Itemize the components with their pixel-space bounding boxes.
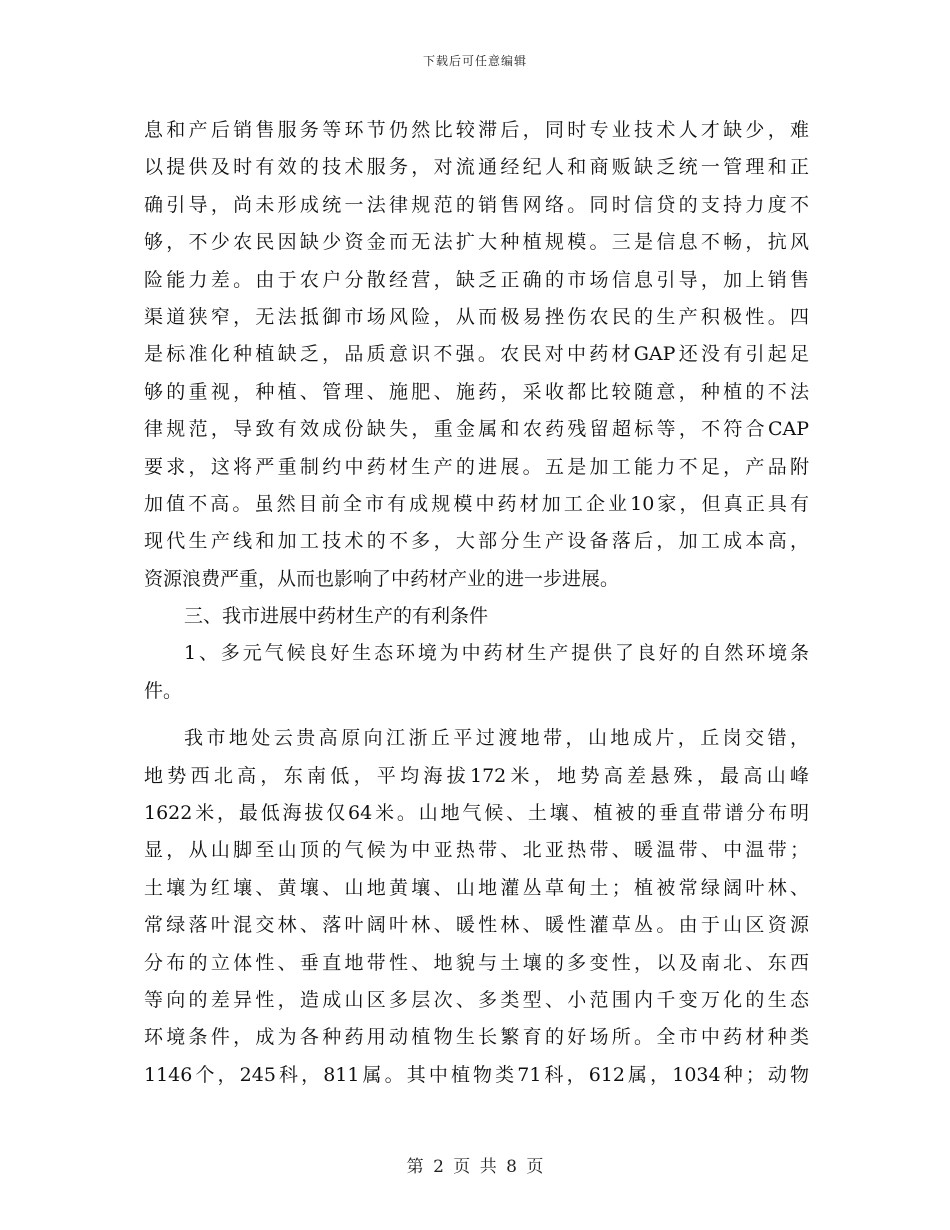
text-line: 我市地处云贵高原向江浙丘平过渡地带，山地成片，丘岗交错，	[184, 727, 809, 750]
text-line: 确引导，尚未形成统一法律规范的销售网络。同时信贷的支持力度不	[144, 193, 809, 216]
text-line: 显，从山脚至山顶的气候为中亚热带、北亚热带、暖温带、中温带；	[144, 839, 809, 862]
text-line: 常绿落叶混交林、落叶阔叶林、暖性林、暖性灌草丛。由于山区资源	[144, 914, 809, 937]
text-line: 现代生产线和加工技术的不多，大部分生产设备落后，加工成本高，	[144, 530, 809, 553]
text-line: 件。	[144, 679, 183, 702]
section-heading: 三、我市进展中药材生产的有利条件	[184, 605, 489, 628]
paragraph-continuation	[144, 112, 809, 598]
subheading	[144, 635, 809, 710]
text-line: 分布的立体性、垂直地带性、地貌与土壤的多变性，以及南北、东西	[144, 951, 809, 974]
document-body	[144, 112, 809, 1094]
text-line: 1146个，245科，811属。其中植物类71科，612属，1034种；动物	[144, 1063, 809, 1086]
text-line: 够的重视，种植、管理、施肥、施药，采收都比较随意，种植的不法	[144, 380, 809, 403]
text-line: 险能力差。由于农户分散经营，缺乏正确的市场信息引导，加上销售	[144, 268, 809, 291]
text-line: 1、多元气候良好生态环境为中药材生产提供了良好的自然环境条	[184, 642, 809, 665]
text-line: 地势西北高，东南低，平均海拔172米，地势高差悬殊，最高山峰	[144, 764, 809, 787]
text-line: 环境条件，成为各种药用动植物生长繁育的好场所。全市中药材种类	[144, 1026, 809, 1049]
text-line: 资源浪费严重，从而也影响了中药材产业的进一步进展。	[144, 567, 620, 590]
page-footer: 第 2 页 共 8 页	[406, 1157, 544, 1177]
text-line: 息和产后销售服务等环节仍然比较滞后，同时专业技术人才缺少，难	[144, 119, 809, 141]
text-line: 是标准化种植缺乏，品质意识不强。农民对中药材GAP还没有引起足	[144, 343, 809, 366]
text-line: 等向的差异性，造成山区多层次、多类型、小范围内千变万化的生态	[144, 988, 809, 1011]
text-line: 加值不高。虽然目前全市有成规模中药材加工企业10家，但真正具有	[144, 492, 809, 515]
text-line: 够，不少农民因缺少资金而无法扩大种植规模。三是信息不畅，抗风	[144, 231, 809, 254]
paragraph-geography	[144, 720, 809, 1094]
text-line: 1622米，最低海拔仅64米。山地气候、土壤、植被的垂直带谱分布明	[144, 802, 809, 825]
page-header: 下载后可任意编辑	[422, 54, 527, 68]
text-line: 土壤为红壤、黄壤、山地黄壤、山地灌丛草甸土；植被常绿阔叶林、	[144, 876, 809, 899]
text-line: 律规范，导致有效成份缺失，重金属和农药残留超标等，不符合CAP	[144, 418, 809, 441]
text-line: 要求，这将严重制约中药材生产的进展。五是加工能力不足，产品附	[144, 455, 809, 478]
text-line: 渠道狭窄，无法抵御市场风险，从而极易挫伤农民的生产积极性。四	[144, 305, 809, 328]
text-line: 以提供及时有效的技术服务，对流通经纪人和商贩缺乏统一管理和正	[144, 156, 809, 179]
